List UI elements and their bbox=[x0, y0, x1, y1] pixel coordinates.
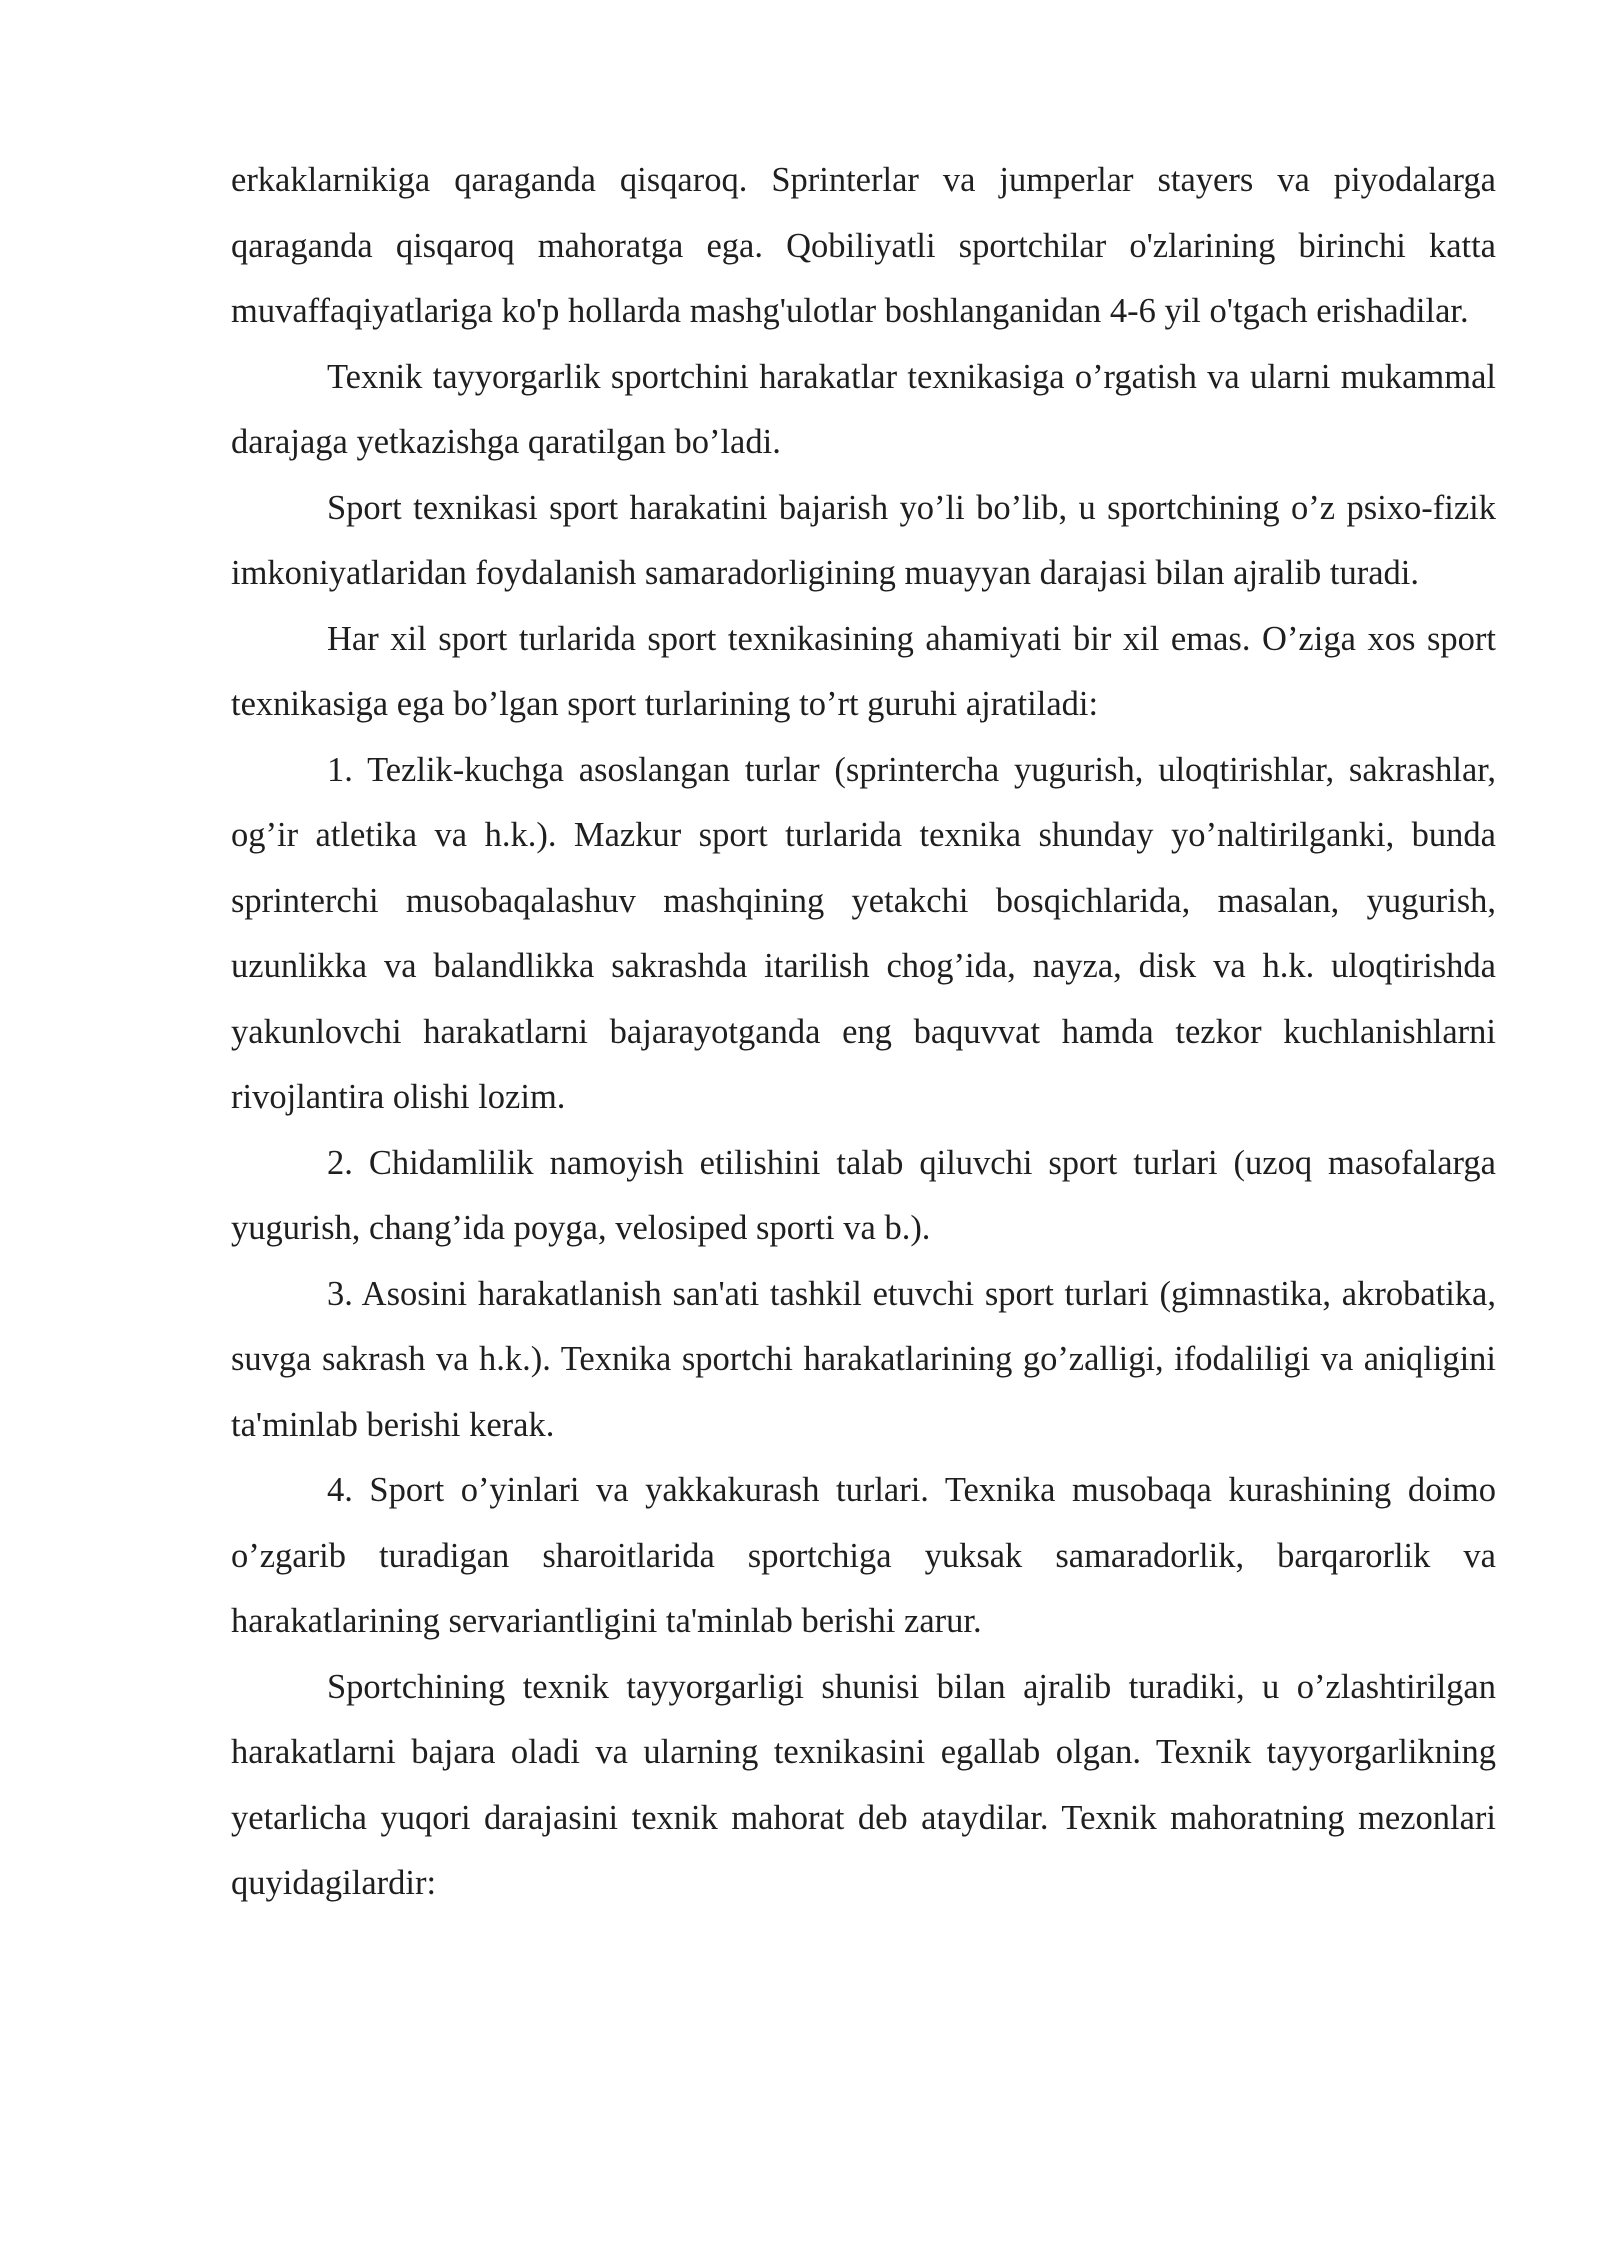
list-item-1: 1. Tezlik-kuchga asoslangan turlar (sprintercha yugurish, uloqtirishlar, sakrashlar, og’ir atletika va h.k.). Mazkur sport turlarida texnika shunday yo’naltirilganki, bunda sprinterchi musobaqalashuv mashqining yetakchi bosqichlarida, masalan, yugurish, uzunlikka va balandlikka sakrashda itarilish chog’ida, nayza, disk va h.k. uloqtirishda yakunlovchi harakatlarni bajarayotganda eng baquvvat hamda tezkor kuchlanishlarni rivojlantira olishi lozim. bbox=[231, 750, 1496, 1116]
list-item-2: 2. Chidamlilik namoyish etilishini talab qiluvchi sport turlari (uzoq masofalarga yugurish, chang’ida poyga, velosiped sporti va b.). bbox=[231, 1143, 1496, 1247]
paragraph-1: erkaklarnikiga qaraganda qisqaroq. Sprinterlar va jumperlar stayers va piyodalarga qaraganda qisqaroq mahoratga ega. Qobiliyatli sportchilar o'zlarining birinchi katta muvaffaqiyatlariga ko'p hollarda mashg'ulotlar boshlanganidan 4-6 yil o'tgach erishadilar. bbox=[231, 161, 1496, 330]
paragraph-2: Texnik tayyorgarlik sportchini harakatlar texnikasiga o’rgatish va ularni mukammal darajaga yetkazishga qaratilgan bo’ladi. bbox=[231, 357, 1496, 461]
list-item-4: 4. Sport o’yinlari va yakkakurash turlari. Texnika musobaqa kurashining doimo o’zgarib turadigan sharoitlarida sportchiga yuksak samaradorlik, barqarorlik va harakatlarining servariantligini ta'minlab berishi zarur. bbox=[231, 1471, 1496, 1640]
document-body bbox=[231, 148, 1496, 1917]
paragraph-4: Har xil sport turlarida sport texnikasining ahamiyati bir xil emas. O’ziga xos sport texnikasiga ega bo’lgan sport turlarining to’rt guruhi ajratiladi: bbox=[231, 619, 1496, 723]
paragraph-5: Sportchining texnik tayyorgarligi shunisi bilan ajralib turadiki, u o’zlashtirilgan harakatlarni bajara oladi va ularning texnikasini egallab olgan. Texnik tayyorgarlikning yetarlicha yuqori darajasini texnik mahorat deb ataydilar. Texnik mahoratning mezonlari quyidagilardir: bbox=[231, 1667, 1496, 1902]
list-item-3: 3. Asosini harakatlanish san'ati tashkil etuvchi sport turlari (gimnastika, akrobatika, suvga sakrash va h.k.). Texnika sportchi harakatlarining go’zalligi, ifodaliligi va aniqligini ta'minlab berishi kerak. bbox=[231, 1274, 1496, 1444]
paragraph-3: Sport texnikasi sport harakatini bajarish yo’li bo’lib, u sportchining o’z psixo-fizik imkoniyatlaridan foydalanish samaradorligining muayyan darajasi bilan ajralib turadi. bbox=[231, 488, 1496, 592]
